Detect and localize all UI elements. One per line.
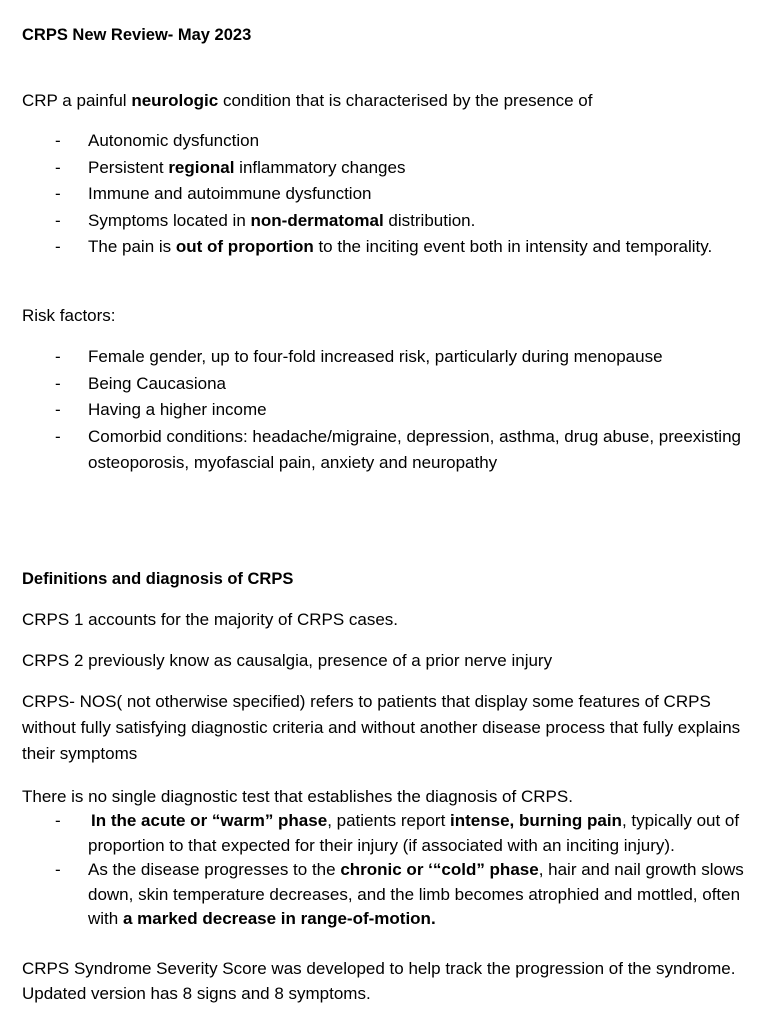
list-item: - Symptoms located in non-dermatomal distribution. [55, 210, 476, 230]
crps2-paragraph: CRPS 2 previously know as causalgia, presence of a prior nerve injury [22, 651, 553, 670]
list-item: - Being Caucasiona [55, 373, 226, 393]
list-item: - In the acute or “warm” phase, patients report intense, burning pain, typically out of proportion to that expected for their injury (if associated with an inciting injury). [55, 811, 740, 855]
risk-factors-list [22, 344, 747, 477]
crps1-paragraph: CRPS 1 accounts for the majority of CRPS cases. [22, 610, 399, 629]
no-test-paragraph: There is no single diagnostic test that establishes the diagnosis of CRPS. [22, 787, 573, 806]
definitions-heading: Definitions and diagnosis of CRPS [22, 570, 294, 588]
document-title: CRPS New Review- May 2023 [22, 26, 252, 44]
list-item: - As the disease progresses to the chronic or ‘“cold” phase, hair and nail growth slows down, skin temperature decreases, and the limb becomes atrophied and mottled, often with a marked decrease in range-of-motion. [55, 860, 744, 928]
crps-nos-paragraph: CRPS- NOS( not otherwise specified) refers to patients that display some features of CRPS without fully satisfying diagnostic criteria and without another disease process that fully explains their symptoms [22, 692, 741, 763]
list-item: - Having a higher income [55, 400, 267, 419]
features-list [22, 128, 747, 261]
risk-factors-heading: Risk factors: [22, 306, 116, 325]
list-item: - Persistent regional inflammatory changes [55, 157, 406, 177]
list-item: - The pain is out of proportion to the inciting event both in intensity and temporality. [55, 237, 713, 256]
phases-list [22, 809, 747, 932]
list-item: - Comorbid conditions: headache/migraine, depression, asthma, drug abuse, preexisting osteoporosis, myofascial pain, anxiety and neuropathy [55, 426, 741, 472]
list-item: - Female gender, up to four-fold increased risk, particularly during menopause [55, 347, 663, 366]
severity-score-paragraph: CRPS Syndrome Severity Score was developed to help track the progression of the syndrome. Updated version has 8 signs and 8 symptoms. [22, 959, 736, 1003]
list-item: - Autonomic dysfunction [55, 131, 260, 150]
list-item: - Immune and autoimmune dysfunction [55, 184, 372, 203]
intro-paragraph: CRP a painful neurologic condition that is characterised by the presence of [22, 91, 593, 110]
